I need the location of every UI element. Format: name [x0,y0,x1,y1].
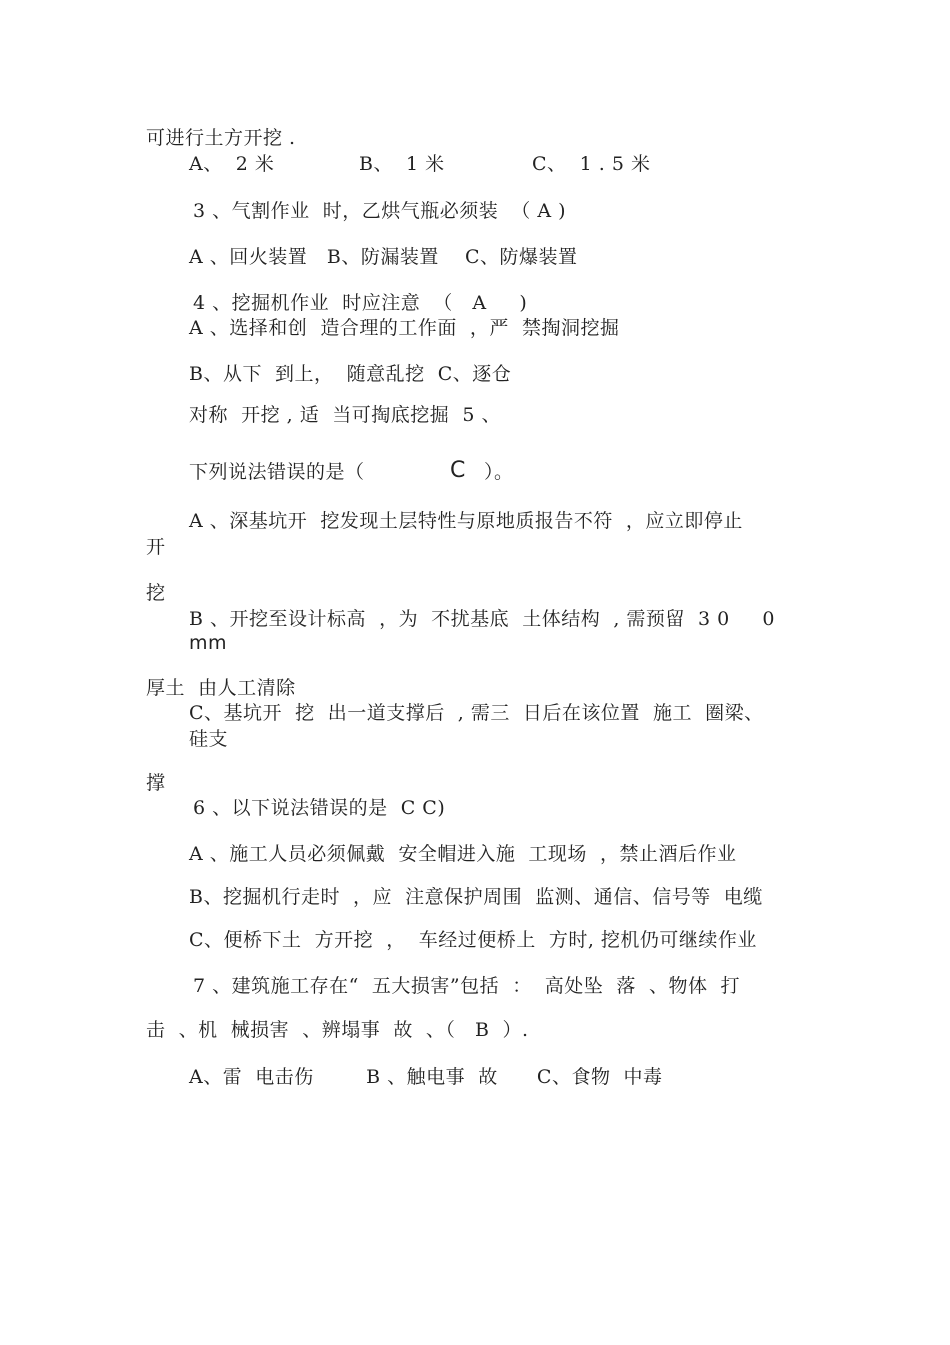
text-line: 撑 [146,772,166,794]
question-4-option-b: B、从下 到上， 随意乱挖 C、逐仓 [189,363,512,385]
option-c: C、 1 . 5 米 [532,153,651,175]
question-3-options: A 、回火装置 B、防漏装置 C、防爆装置 [189,246,578,268]
question-3: 3 、气割作业 时，乙烘气瓶必须装 （ A ) [193,200,566,222]
question-4-option-a: A 、选择和创 造合理的工作面 ，严 禁掏洞挖掘 [189,317,620,339]
text-line: 厚土 由人工清除 [146,677,296,699]
question-4: 4 、挖掘机作业 时应注意 （ A ) [193,292,528,314]
text-line: 挖 [146,582,166,604]
text-line: 可进行土方开挖 . [146,127,296,149]
question-6: 6 、以下说法错误的是 C C) [193,797,446,819]
question-6-option-a: A 、施工人员必须佩戴 安全帽进入施 工现场 ，禁止酒后作业 [189,843,737,865]
question-5-answer: C [450,458,466,483]
question-4-option-c: 对称 开挖 , 适 当可掏底挖掘 5 、 [189,404,501,426]
question-5-option-b: B 、开挖至设计标高 ，为 不扰基底 土体结构 , 需预留 3 0 0 [189,608,775,630]
option-b: B、 1 米 [359,153,445,175]
text-line: 硅支 [189,728,229,750]
question-6-option-b: B、挖掘机行走时 ，应 注意保护周围 监测、通信、信号等 电缆 [189,886,763,908]
text-line: mm [189,632,228,654]
question-7-options: A、雷 电击伤 B 、触电事 故 C、食物 中毒 [189,1066,663,1088]
question-5-option-c: C、基坑开 挖 出一道支撑后 , 需三 日后在该位置 施工 圈梁、 [189,702,764,724]
question-7-cont: 击 、机 械损害 、辨塌事 故 、（ B ）. [146,1019,529,1041]
question-5-stem: 下列说法错误的是（ [189,461,365,483]
text-line: 开 [146,536,166,558]
question-5-end: ）。 [484,461,514,483]
question-5-option-a: A 、深基坑开 挖发现土层特性与原地质报告不符 ，应立即停止 [189,510,743,532]
question-7: 7 、建筑施工存在“ 五大损害”包括 ： 高处坠 落 、物体 打 [193,975,741,997]
question-6-option-c: C、便桥下土 方开挖 ， 车经过便桥上 方时, 挖机仍可继续作业 [189,929,757,951]
option-a: A、 2 米 [189,153,275,175]
